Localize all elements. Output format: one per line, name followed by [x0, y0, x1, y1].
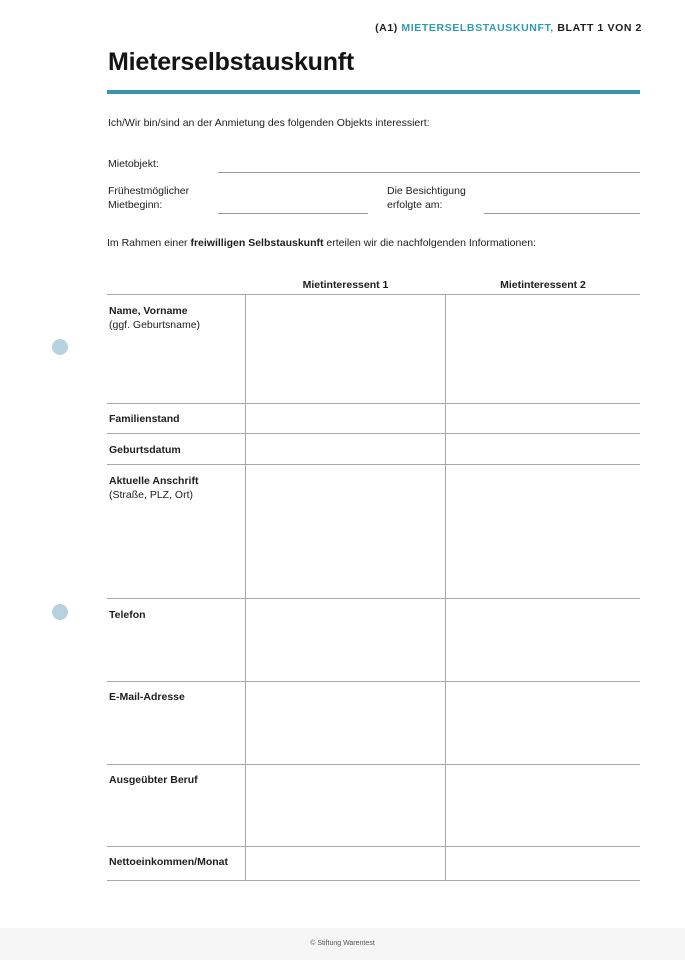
row-label-beruf: [109, 773, 198, 787]
besichtigung-field[interactable]: [484, 213, 640, 214]
mietbeginn-label: [108, 184, 189, 212]
column-header-interessent-1: Mietinteressent 1: [302, 279, 389, 291]
table-rule: [107, 403, 640, 404]
row-label-sub: (Straße, PLZ, Ort): [109, 489, 194, 501]
info-text: [107, 237, 536, 249]
besichtigung-label: [387, 184, 466, 212]
table-rule: [107, 846, 640, 847]
table-rule: [107, 764, 640, 765]
table-rule: [107, 433, 640, 434]
row-label-name: [109, 304, 200, 332]
besichtigung-label-line1: Die Besichtigung: [387, 185, 466, 197]
column-header-interessent-2: Mietinteressent 2: [500, 279, 586, 291]
mietbeginn-field[interactable]: [218, 213, 368, 214]
mietbeginn-label-line1: Frühestmöglicher: [108, 185, 190, 197]
header-prefix: (A1): [375, 22, 398, 34]
title-divider: [107, 90, 640, 94]
row-label-geburtsdatum: [109, 443, 181, 457]
header-sheet-number: BLATT 1 VON 2: [557, 22, 642, 34]
info-text-bold: freiwilligen Selbstauskunft: [190, 237, 324, 249]
table-rule: [107, 880, 640, 881]
punch-hole: [52, 604, 68, 620]
row-label-main: Familienstand: [109, 413, 180, 425]
table-rule: [107, 464, 640, 465]
row-label-main: Geburtsdatum: [109, 444, 181, 456]
sheet-header: [375, 22, 642, 34]
row-label-main: Telefon: [109, 609, 146, 621]
mietbeginn-label-line2: Mietbeginn:: [108, 199, 163, 211]
row-label-anschrift: [109, 474, 198, 502]
besichtigung-label-line2: erfolgte am:: [387, 199, 443, 211]
column-divider: [245, 294, 246, 881]
header-form-name: MIETERSELBSTAUSKUNFT,: [401, 22, 554, 34]
row-label-nettoeinkommen: [109, 855, 228, 869]
page-title: Mieterselbstauskunft: [108, 48, 355, 76]
row-label-sub: (ggf. Geburtsname): [109, 319, 201, 331]
row-label-main: Ausgeübter Beruf: [109, 774, 198, 786]
table-rule: [107, 681, 640, 682]
info-text-after: erteilen wir die nachfolgenden Informationen:: [323, 237, 536, 249]
row-label-main: E-Mail-Adresse: [109, 691, 185, 703]
row-label-telefon: [109, 608, 146, 622]
row-label-email: [109, 690, 185, 704]
table-rule: [107, 294, 640, 295]
row-label-main: Name, Vorname: [109, 305, 188, 317]
copyright-footer: © Stiftung Warentest: [310, 940, 375, 947]
column-divider: [445, 294, 446, 881]
intro-text: Ich/Wir bin/sind an der Anmietung des folgenden Objekts interessiert:: [108, 117, 430, 129]
mietobjekt-field[interactable]: [218, 172, 640, 173]
row-label-familienstand: [109, 412, 180, 426]
row-label-main: Nettoeinkommen/Monat: [109, 856, 229, 868]
table-rule: [107, 598, 640, 599]
row-label-main: Aktuelle Anschrift: [109, 475, 199, 487]
punch-hole: [52, 339, 68, 355]
info-text-before: Im Rahmen einer: [107, 237, 191, 249]
mietobjekt-label: Mietobjekt:: [108, 158, 159, 170]
